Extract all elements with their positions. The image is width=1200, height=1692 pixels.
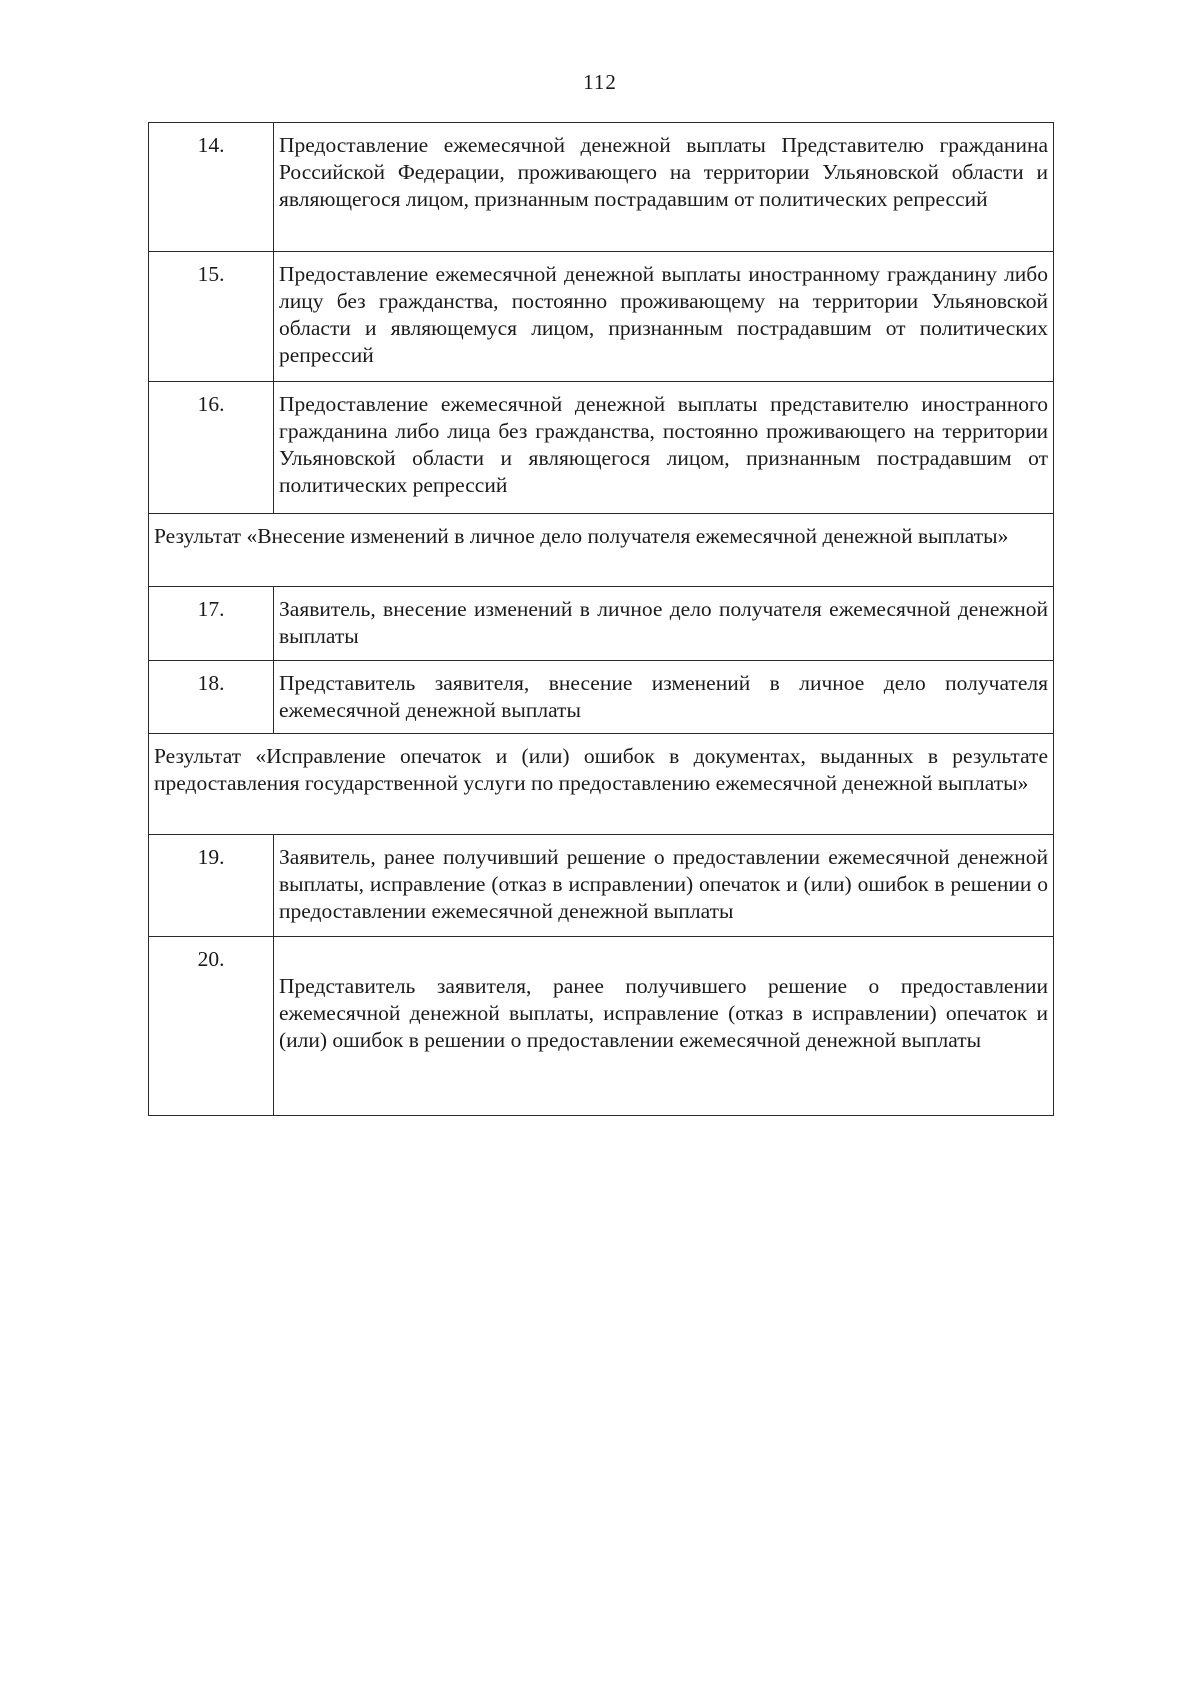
row-text: Представитель заявителя, внесение изменений в личное дело получателя ежемесячной денежной выплаты — [274, 661, 1054, 734]
services-table — [148, 122, 1054, 1116]
table-row — [149, 937, 1054, 1116]
table-row — [149, 661, 1054, 734]
row-number: 17. — [149, 587, 274, 661]
row-text: Предоставление ежемесячной денежной выплаты Представителю гражданина Российской Федерации, проживающего на территории Ульяновской области и являющегося лицом, признанным пострадавшим от политических репрессий — [274, 123, 1054, 252]
row-number: 20. — [149, 937, 274, 1116]
row-text: Заявитель, ранее получивший решение о предоставлении ежемесячной денежной выплаты, исправление (отказ в исправлении) опечаток и (или) ошибок в решении о предоставлении ежемесячной денежной выплаты — [274, 835, 1054, 937]
row-text: Предоставление ежемесячной денежной выплаты представителю иностранного гражданина либо лица без гражданства, постоянно проживающего на территории Ульяновской области и являющегося лицом, признанным пострадавшим от политических репрессий — [274, 382, 1054, 514]
table-row — [149, 252, 1054, 382]
row-number: 16. — [149, 382, 274, 514]
table-row — [149, 382, 1054, 514]
row-number: 15. — [149, 252, 274, 382]
table-row — [149, 835, 1054, 937]
result-row — [149, 734, 1054, 835]
result-row — [149, 514, 1054, 587]
result-heading: Результат «Исправление опечаток и (или) ошибок в документах, выданных в результате предоставления государственной услуги по предоставлению ежемесячной денежной выплаты» — [149, 734, 1054, 835]
row-number: 14. — [149, 123, 274, 252]
row-text: Заявитель, внесение изменений в личное дело получателя ежемесячной денежной выплаты — [274, 587, 1054, 661]
row-text: Предоставление ежемесячной денежной выплаты иностранному гражданину либо лицу без гражданства, постоянно проживающему на территории Ульяновской области и являющемуся лицом, признанным пострадавшим от политических репрессий — [274, 252, 1054, 382]
table-row — [149, 587, 1054, 661]
result-heading: Результат «Внесение изменений в личное дело получателя ежемесячной денежной выплаты» — [149, 514, 1054, 587]
row-number: 19. — [149, 835, 274, 937]
row-text: Представитель заявителя, ранее получившего решение о предоставлении ежемесячной денежной выплаты, исправление (отказ в исправлении) опечаток и (или) ошибок в решении о предоставлении ежемесячной денежной выплаты — [274, 937, 1054, 1116]
table-row — [149, 123, 1054, 252]
page-number: 112 — [583, 70, 617, 94]
row-number: 18. — [149, 661, 274, 734]
